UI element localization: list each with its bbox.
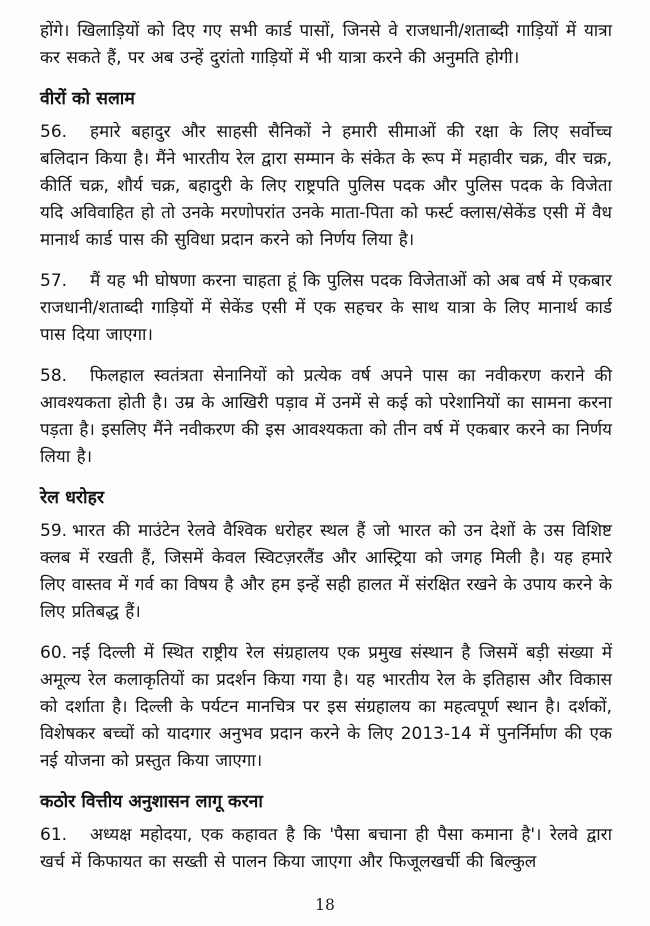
paragraph-number: 56. xyxy=(40,122,68,142)
paragraph-text: होंगे। खिलाड़ियों को दिए गए सभी कार्ड पासों, जिनसे वे राजधानी/शताब्दी गाड़ियों में यात्रा कर सकते हैं, पर अब उन्हें दुरांतो गाड़ियों में भी यात्रा करने की अनुमति होगी। xyxy=(40,21,612,68)
paragraph-text: हमारे बहादुर और साहसी सैनिकों ने हमारी सीमाओं की रक्षा के लिए सर्वोच्च बलिदान किया है। मैंने भारतीय रेल द्वारा सम्मान के संकेत के रूप में महावीर चक्र, वीर चक्र, कीर्ति चक्र, शौर्य चक्र, बहादुरी के लिए राष्ट्रपति पुलिस पदक और पुलिस पदक के विजेता यदि अविवाहित हो तो उनके मरणोपरांत उनके माता-पिता को फर्स्ट क्लास/सेकेंड एसी में वैध मानार्थ कार्ड पास की सुविधा प्रदान करने को निर्णय लिया है। xyxy=(40,122,612,250)
paragraph-57 xyxy=(40,268,612,349)
paragraph-61 xyxy=(40,822,612,876)
paragraph-text: मैं यह भी घोषणा करना चाहता हूं कि पुलिस पदक विजेताओं को अब वर्ष में एकबार राजधानी/शताब्दी गाड़ियों में सेकेंड एसी में एक सहचर के साथ यात्रा के लिए मानार्थ कार्ड पास दिया जाएगा। xyxy=(40,271,612,345)
paragraph-text: अध्यक्ष महोदया, एक कहावत है कि 'पैसा बचाना ही पैसा कमाना है'। रेलवे द्वारा खर्च में किफायत का सख्ती से पालन किया जाएगा और फिजूलखर्ची की बिल्कुल xyxy=(40,825,612,872)
paragraph-number: 61. xyxy=(40,825,68,845)
paragraph-text: फिलहाल स्वतंत्रता सेनानियों को प्रत्येक वर्ष अपने पास का नवीकरण कराने की आवश्यकता होती है। उम्र के आखिरी पड़ाव में उनमें से कई को परेशानियों का सामना करना पड़ता है। इसलिए मैंने नवीकरण की इस आवश्यकता को तीन वर्ष में एकबार करने का निर्णय लिया है। xyxy=(40,366,612,467)
paragraph-text: भारत की माउंटेन रेलवे वैश्विक धरोहर स्थल हैं जो भारत को उन देशों के उस विशिष्ट क्लब में रखती हैं, जिसमें केवल स्विटज़रलैंड और आस्ट्रिया को जगह मिली है। यह हमारे लिए वास्तव में गर्व का विषय है और हम इन्हें सही हालत में संरक्षित रखने के उपाय करने के लिए प्रतिबद्ध हैं। xyxy=(40,521,612,622)
paragraph-59 xyxy=(40,518,612,626)
paragraph-text: नई दिल्ली में स्थित राष्ट्रीय रेल संग्रहालय एक प्रमुख संस्थान है जिसमें बड़ी संख्या में अमूल्य रेल कलाकृतियों का प्रदर्शन किया गया है। यह भारतीय रेल के इतिहास और विकास को दर्शाता है। दिल्ली के पर्यटन मानचित्र पर इस संग्रहालय का महत्वपूर्ण स्थान है। दर्शकों, विशेषकर बच्चों को यादगार अनुभव प्रदान करने के लिए 2013-14 में पुनर्निर्माण की एक नई योजना को प्रस्तुत किया जाएगा। xyxy=(40,643,612,771)
paragraph-56 xyxy=(40,119,612,254)
document-content xyxy=(40,18,612,890)
paragraph-continuation xyxy=(40,18,612,72)
section-heading-rail-heritage: रेल धरोहर xyxy=(40,488,105,508)
section-heading-salute-to-heroes: वीरों को सलाम xyxy=(40,89,135,109)
paragraph-number: 58. xyxy=(40,366,68,386)
paragraph-58 xyxy=(40,363,612,471)
page-number: 18 xyxy=(315,896,335,914)
paragraph-number: 60. xyxy=(40,643,68,663)
paragraph-number: 59. xyxy=(40,521,68,541)
section-heading-financial-discipline: कठोर वित्तीय अनुशासन लागू करना xyxy=(40,792,263,812)
paragraph-number: 57. xyxy=(40,271,68,291)
paragraph-60 xyxy=(40,640,612,775)
